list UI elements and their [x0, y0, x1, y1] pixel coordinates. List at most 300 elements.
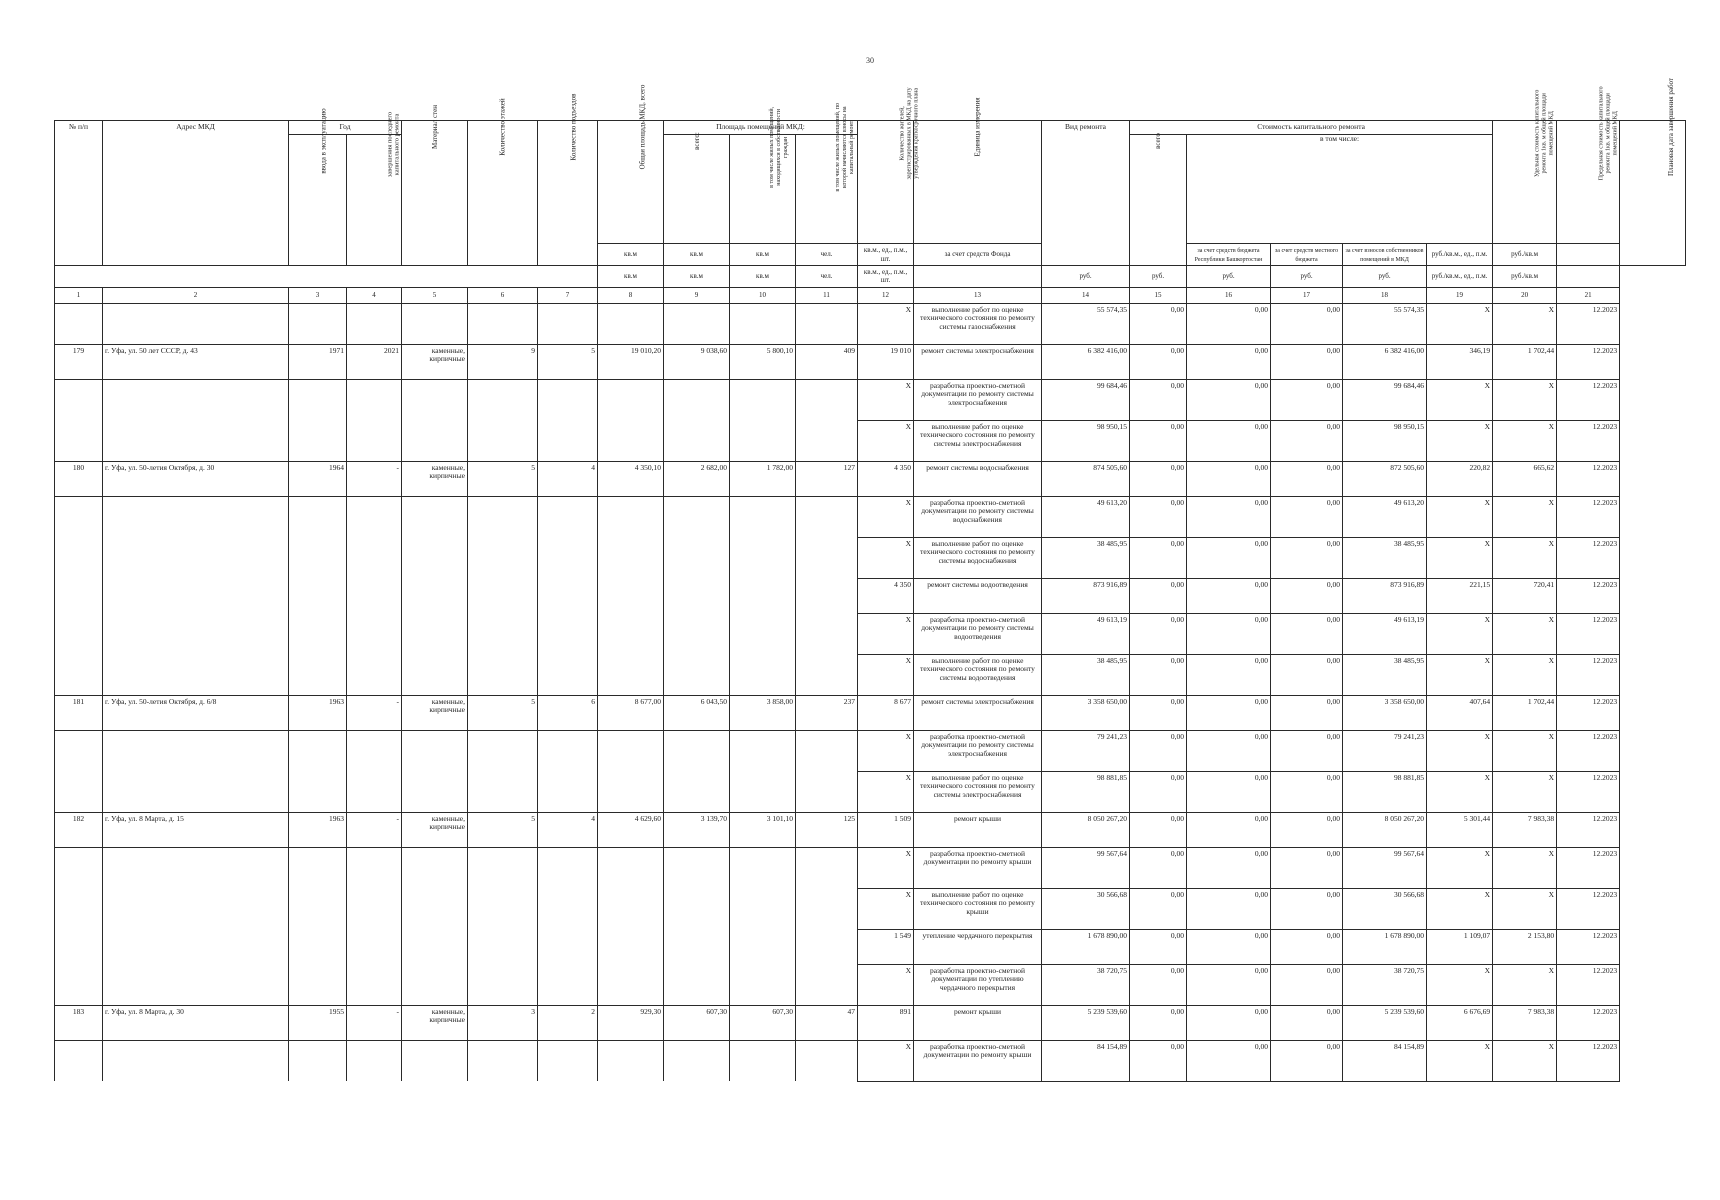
table-row — [55, 812, 1686, 847]
header-plan-date: Плановая дата завершения работ — [1620, 121, 1686, 266]
row-residents — [796, 654, 858, 695]
column-number: 3 — [289, 287, 347, 303]
row-cost-local: 0,00 — [1271, 613, 1343, 654]
unit-local-2: руб. — [1271, 266, 1343, 287]
row-plan-date: 12.2023 — [1557, 496, 1620, 537]
row-premises-owned: 3 101,10 — [730, 812, 796, 847]
row-entrances — [538, 578, 598, 613]
column-number: 12 — [858, 287, 914, 303]
row-address — [103, 420, 289, 461]
row-num — [55, 496, 103, 537]
table-row — [55, 888, 1686, 929]
header-residents: Количество жителей, зарегистрированных в МКД на дату утверждения краткосрочного плана — [858, 121, 914, 244]
row-entrances: 4 — [538, 812, 598, 847]
row-cost-total: 79 241,23 — [1042, 730, 1130, 771]
row-plan-date: 12.2023 — [1557, 537, 1620, 578]
row-plan-date: 12.2023 — [1557, 888, 1620, 929]
column-number: 7 — [538, 287, 598, 303]
unit-blank-13 — [914, 266, 1042, 287]
row-year-commission — [289, 730, 347, 771]
unit-rb-2: руб. — [1187, 266, 1271, 287]
column-number: 4 — [347, 287, 402, 303]
row-year-last-repair — [347, 303, 402, 344]
row-unit: 4 350 — [858, 578, 914, 613]
row-year-last-repair — [347, 496, 402, 537]
row-cost-total: 874 505,60 — [1042, 461, 1130, 496]
row-floors — [468, 730, 538, 771]
row-premises-total — [664, 496, 730, 537]
row-year-commission — [289, 496, 347, 537]
row-repair-type: выполнение работ по оценке технического состояния по ремонту системы водоотведения — [914, 654, 1042, 695]
row-total-area: 19 010,20 — [598, 344, 664, 379]
unit-ucost-2: руб./кв.м., ед., п.м. — [1427, 266, 1493, 287]
row-premises-owned — [730, 496, 796, 537]
row-residents: 125 — [796, 812, 858, 847]
row-unit-cost: 221,15 — [1427, 578, 1493, 613]
unit-residents-2: чел. — [796, 266, 858, 287]
row-repair-type: разработка проектно-сметной документации по утеплению чердачного перекрытия — [914, 964, 1042, 1005]
unit-cost-rb: за счет средств бюджета Республики Башкортостан — [1187, 243, 1271, 266]
row-premises-owned: 1 782,00 — [730, 461, 796, 496]
row-unit-cost: X — [1427, 888, 1493, 929]
row-max-cost: X — [1493, 730, 1557, 771]
row-premises-total: 9 038,60 — [664, 344, 730, 379]
row-cost-rb: 0,00 — [1187, 695, 1271, 730]
row-num — [55, 654, 103, 695]
row-year-last-repair — [347, 964, 402, 1005]
row-cost-local: 0,00 — [1271, 303, 1343, 344]
row-residents — [796, 420, 858, 461]
row-unit-cost: 5 301,44 — [1427, 812, 1493, 847]
row-year-commission — [289, 379, 347, 420]
row-cost-owners: 99 567,64 — [1343, 847, 1427, 888]
row-repair-type: ремонт крыши — [914, 1005, 1042, 1040]
row-max-cost: X — [1493, 613, 1557, 654]
row-year-last-repair — [347, 847, 402, 888]
row-repair-type: разработка проектно-сметной документации по ремонту системы водоотведения — [914, 613, 1042, 654]
row-num — [55, 771, 103, 812]
header-premises-total: всего: — [664, 134, 730, 243]
row-address — [103, 379, 289, 420]
row-repair-type: ремонт системы электроснабжения — [914, 344, 1042, 379]
row-premises-total — [664, 537, 730, 578]
row-premises-owned — [730, 303, 796, 344]
row-cost-local: 0,00 — [1271, 379, 1343, 420]
row-num — [55, 888, 103, 929]
row-cost-total: 8 050 267,20 — [1042, 812, 1130, 847]
row-floors — [468, 613, 538, 654]
row-cost-local: 0,00 — [1271, 847, 1343, 888]
row-cost-owners: 5 239 539,60 — [1343, 1005, 1427, 1040]
row-cost-local: 0,00 — [1271, 771, 1343, 812]
row-cost-fund: 0,00 — [1130, 888, 1187, 929]
row-residents — [796, 771, 858, 812]
row-floors: 3 — [468, 1005, 538, 1040]
row-total-area — [598, 730, 664, 771]
row-year-commission — [289, 1040, 347, 1081]
row-residents — [796, 964, 858, 1005]
row-cost-total: 49 613,19 — [1042, 613, 1130, 654]
row-repair-type: выполнение работ по оценке технического состояния по ремонту системы водоснабжения — [914, 537, 1042, 578]
row-plan-date: 12.2023 — [1557, 344, 1620, 379]
row-plan-date: 12.2023 — [1557, 812, 1620, 847]
column-number: 6 — [468, 287, 538, 303]
column-number: 5 — [402, 287, 468, 303]
row-num — [55, 847, 103, 888]
row-cost-fund: 0,00 — [1130, 654, 1187, 695]
table-row — [55, 461, 1686, 496]
header-unit-cost: Удельная стоимость капитального ремонта 1кв. м общей площади помещений МКД — [1493, 121, 1557, 244]
row-address: г. Уфа, ул. 50-летия Октября, д. 6/8 — [103, 695, 289, 730]
row-entrances: 5 — [538, 344, 598, 379]
row-floors: 9 — [468, 344, 538, 379]
unit-area-2: кв.м — [598, 266, 664, 287]
row-floors — [468, 847, 538, 888]
row-unit: X — [858, 964, 914, 1005]
row-floors: 5 — [468, 461, 538, 496]
row-num — [55, 964, 103, 1005]
row-total-area — [598, 847, 664, 888]
row-unit-cost: X — [1427, 1040, 1493, 1081]
row-premises-owned — [730, 847, 796, 888]
row-address — [103, 771, 289, 812]
row-unit-cost: 1 109,07 — [1427, 929, 1493, 964]
row-year-commission: 1964 — [289, 461, 347, 496]
row-cost-rb: 0,00 — [1187, 964, 1271, 1005]
row-premises-owned — [730, 730, 796, 771]
row-premises-owned — [730, 379, 796, 420]
row-repair-type: выполнение работ по оценке технического состояния по ремонту системы электроснабжения — [914, 420, 1042, 461]
row-premises-owned — [730, 420, 796, 461]
unit-cost-owners: за счет взносов собственников помещений в МКД — [1343, 243, 1427, 266]
row-address — [103, 929, 289, 964]
row-cost-fund: 0,00 — [1130, 1040, 1187, 1081]
table-row — [55, 695, 1686, 730]
row-cost-fund: 0,00 — [1130, 613, 1187, 654]
row-cost-fund: 0,00 — [1130, 771, 1187, 812]
row-num: 181 — [55, 695, 103, 730]
row-cost-fund: 0,00 — [1130, 379, 1187, 420]
row-cost-total: 38 485,95 — [1042, 537, 1130, 578]
row-plan-date: 12.2023 — [1557, 578, 1620, 613]
table-row — [55, 379, 1686, 420]
row-total-area — [598, 578, 664, 613]
header-premises-group: Площадь помещений МКД: — [664, 121, 858, 135]
row-cost-fund: 0,00 — [1130, 303, 1187, 344]
row-unit-cost: X — [1427, 537, 1493, 578]
row-year-last-repair — [347, 654, 402, 695]
unit-powned-2: кв.м — [730, 266, 796, 287]
row-cost-fund: 0,00 — [1130, 578, 1187, 613]
row-floors — [468, 964, 538, 1005]
column-number: 13 — [914, 287, 1042, 303]
row-cost-fund: 0,00 — [1130, 537, 1187, 578]
row-max-cost: X — [1493, 1040, 1557, 1081]
row-cost-owners: 38 485,95 — [1343, 654, 1427, 695]
table-row — [55, 578, 1686, 613]
row-unit: X — [858, 771, 914, 812]
row-year-commission — [289, 888, 347, 929]
row-cost-local: 0,00 — [1271, 964, 1343, 1005]
row-num — [55, 730, 103, 771]
column-number: 17 — [1271, 287, 1343, 303]
unit-mcost-2: руб./кв.м — [1493, 266, 1557, 287]
row-year-commission — [289, 578, 347, 613]
row-entrances — [538, 420, 598, 461]
row-address — [103, 654, 289, 695]
row-max-cost: X — [1493, 771, 1557, 812]
row-premises-owned: 3 858,00 — [730, 695, 796, 730]
row-year-commission — [289, 537, 347, 578]
table-body — [55, 303, 1686, 1081]
unit-date-2 — [1557, 266, 1620, 287]
row-cost-rb: 0,00 — [1187, 1040, 1271, 1081]
row-cost-fund: 0,00 — [1130, 420, 1187, 461]
row-max-cost: 7 983,38 — [1493, 1005, 1557, 1040]
row-year-last-repair — [347, 929, 402, 964]
row-max-cost: 1 702,44 — [1493, 344, 1557, 379]
row-wall-material — [402, 1040, 468, 1081]
row-year-last-repair: 2021 — [347, 344, 402, 379]
row-cost-rb: 0,00 — [1187, 888, 1271, 929]
row-address — [103, 730, 289, 771]
row-total-area — [598, 496, 664, 537]
row-premises-owned — [730, 771, 796, 812]
row-residents: 47 — [796, 1005, 858, 1040]
row-total-area: 8 677,00 — [598, 695, 664, 730]
row-premises-total — [664, 578, 730, 613]
row-cost-owners: 98 881,85 — [1343, 771, 1427, 812]
row-unit: 4 350 — [858, 461, 914, 496]
row-floors — [468, 379, 538, 420]
unit-measure-2: кв.м., ед., п.м., шт. — [858, 266, 914, 287]
row-num — [55, 613, 103, 654]
row-plan-date: 12.2023 — [1557, 1040, 1620, 1081]
row-entrances — [538, 730, 598, 771]
row-cost-owners: 38 485,95 — [1343, 537, 1427, 578]
row-cost-local: 0,00 — [1271, 730, 1343, 771]
row-cost-total: 5 239 539,60 — [1042, 1005, 1130, 1040]
row-premises-owned — [730, 929, 796, 964]
row-premises-owned — [730, 613, 796, 654]
row-entrances — [538, 888, 598, 929]
row-unit: X — [858, 888, 914, 929]
row-premises-owned: 5 800,10 — [730, 344, 796, 379]
column-number: 2 — [103, 287, 289, 303]
row-cost-rb: 0,00 — [1187, 613, 1271, 654]
row-unit: 1 549 — [858, 929, 914, 964]
row-address — [103, 613, 289, 654]
row-premises-owned — [730, 537, 796, 578]
row-residents — [796, 929, 858, 964]
row-repair-type: разработка проектно-сметной документации по ремонту системы электроснабжения — [914, 730, 1042, 771]
row-wall-material — [402, 847, 468, 888]
header-cost-incl: в том числе: — [1187, 134, 1493, 243]
row-cost-local: 0,00 — [1271, 1040, 1343, 1081]
row-year-last-repair: - — [347, 1005, 402, 1040]
row-plan-date: 12.2023 — [1557, 695, 1620, 730]
row-premises-total: 2 682,00 — [664, 461, 730, 496]
row-cost-owners: 98 950,15 — [1343, 420, 1427, 461]
row-max-cost: X — [1493, 888, 1557, 929]
row-year-last-repair: - — [347, 695, 402, 730]
page-number: 30 — [866, 56, 874, 65]
column-numbers-row — [55, 287, 1686, 303]
row-premises-total: 6 043,50 — [664, 695, 730, 730]
header-cost-group: Стоимость капитального ремонта — [1130, 121, 1493, 135]
row-plan-date: 12.2023 — [1557, 379, 1620, 420]
header-cost-total: всего — [1130, 134, 1187, 266]
row-wall-material: каменные, кирпичные — [402, 812, 468, 847]
header-year-last-repair: завершения последнего капитального ремонта — [347, 134, 402, 266]
row-year-last-repair — [347, 379, 402, 420]
column-number: 20 — [1493, 287, 1557, 303]
row-wall-material — [402, 537, 468, 578]
unit-area: кв.м — [598, 243, 664, 266]
row-entrances — [538, 654, 598, 695]
row-cost-total: 99 567,64 — [1042, 847, 1130, 888]
header-total-area: Общая площадь МКД, всего — [598, 121, 664, 244]
row-cost-rb: 0,00 — [1187, 303, 1271, 344]
row-cost-total: 38 485,95 — [1042, 654, 1130, 695]
row-cost-total: 3 358 650,00 — [1042, 695, 1130, 730]
row-unit-cost: X — [1427, 730, 1493, 771]
row-address — [103, 964, 289, 1005]
row-cost-local: 0,00 — [1271, 344, 1343, 379]
row-cost-local: 0,00 — [1271, 1005, 1343, 1040]
unit-ptotal-2: кв.м — [664, 266, 730, 287]
row-unit: X — [858, 537, 914, 578]
row-premises-total — [664, 303, 730, 344]
row-premises-total — [664, 847, 730, 888]
row-floors — [468, 654, 538, 695]
row-cost-rb: 0,00 — [1187, 537, 1271, 578]
row-repair-type: разработка проектно-сметной документации по ремонту системы электроснабжения — [914, 379, 1042, 420]
row-wall-material: каменные, кирпичные — [402, 695, 468, 730]
row-floors — [468, 771, 538, 812]
row-address — [103, 847, 289, 888]
row-wall-material: каменные, кирпичные — [402, 344, 468, 379]
row-unit: 8 677 — [858, 695, 914, 730]
row-unit: X — [858, 654, 914, 695]
row-premises-total — [664, 771, 730, 812]
row-max-cost: 2 153,80 — [1493, 929, 1557, 964]
row-year-last-repair — [347, 730, 402, 771]
row-plan-date: 12.2023 — [1557, 461, 1620, 496]
row-cost-owners: 79 241,23 — [1343, 730, 1427, 771]
row-residents — [796, 303, 858, 344]
row-entrances: 6 — [538, 695, 598, 730]
row-premises-owned: 607,30 — [730, 1005, 796, 1040]
row-total-area — [598, 929, 664, 964]
row-plan-date: 12.2023 — [1557, 771, 1620, 812]
row-cost-rb: 0,00 — [1187, 420, 1271, 461]
row-cost-fund: 0,00 — [1130, 847, 1187, 888]
row-num — [55, 537, 103, 578]
row-unit-cost: X — [1427, 496, 1493, 537]
row-year-last-repair — [347, 537, 402, 578]
row-wall-material — [402, 303, 468, 344]
table-row — [55, 496, 1686, 537]
row-cost-rb: 0,00 — [1187, 812, 1271, 847]
row-cost-rb: 0,00 — [1187, 578, 1271, 613]
row-floors — [468, 496, 538, 537]
row-cost-fund: 0,00 — [1130, 496, 1187, 537]
row-wall-material — [402, 654, 468, 695]
row-cost-total: 49 613,20 — [1042, 496, 1130, 537]
row-wall-material — [402, 771, 468, 812]
row-repair-type: выполнение работ по оценке технического состояния по ремонту системы электроснабжения — [914, 771, 1042, 812]
row-wall-material — [402, 379, 468, 420]
header-floors: Количество этажей — [468, 121, 538, 266]
column-number: 8 — [598, 287, 664, 303]
unit-mcost: руб./кв.м — [1493, 243, 1557, 266]
header-wall-material: Материал стен — [402, 121, 468, 266]
row-cost-fund: 0,00 — [1130, 344, 1187, 379]
row-residents — [796, 888, 858, 929]
row-address — [103, 303, 289, 344]
row-year-commission — [289, 303, 347, 344]
row-floors — [468, 888, 538, 929]
row-unit: X — [858, 847, 914, 888]
row-cost-fund: 0,00 — [1130, 461, 1187, 496]
row-cost-owners: 55 574,35 — [1343, 303, 1427, 344]
row-cost-owners: 30 566,68 — [1343, 888, 1427, 929]
row-total-area — [598, 537, 664, 578]
row-plan-date: 12.2023 — [1557, 1005, 1620, 1040]
row-total-area — [598, 964, 664, 1005]
row-unit: X — [858, 613, 914, 654]
row-cost-owners: 99 684,46 — [1343, 379, 1427, 420]
table-row — [55, 303, 1686, 344]
row-address — [103, 888, 289, 929]
row-cost-rb: 0,00 — [1187, 461, 1271, 496]
row-cost-local: 0,00 — [1271, 654, 1343, 695]
row-wall-material — [402, 420, 468, 461]
row-cost-owners: 49 613,20 — [1343, 496, 1427, 537]
table-row — [55, 847, 1686, 888]
row-year-last-repair — [347, 420, 402, 461]
row-address: г. Уфа, ул. 8 Марта, д. 15 — [103, 812, 289, 847]
row-address: г. Уфа, ул. 8 Марта, д. 30 — [103, 1005, 289, 1040]
row-max-cost: X — [1493, 496, 1557, 537]
row-unit: 891 — [858, 1005, 914, 1040]
row-year-commission: 1955 — [289, 1005, 347, 1040]
table-row — [55, 771, 1686, 812]
row-unit-cost: X — [1427, 613, 1493, 654]
header-unit-measure: Единица измерения — [914, 121, 1042, 244]
row-premises-total — [664, 613, 730, 654]
row-year-commission — [289, 420, 347, 461]
row-cost-owners: 49 613,19 — [1343, 613, 1427, 654]
row-max-cost: X — [1493, 654, 1557, 695]
row-repair-type: разработка проектно-сметной документации по ремонту крыши — [914, 1040, 1042, 1081]
row-cost-fund: 0,00 — [1130, 929, 1187, 964]
row-max-cost: 7 983,38 — [1493, 812, 1557, 847]
row-floors — [468, 303, 538, 344]
row-total-area: 4 629,60 — [598, 812, 664, 847]
row-cost-rb: 0,00 — [1187, 847, 1271, 888]
row-total-area — [598, 613, 664, 654]
row-premises-owned — [730, 888, 796, 929]
row-cost-rb: 0,00 — [1187, 929, 1271, 964]
row-unit: X — [858, 730, 914, 771]
row-unit-cost: X — [1427, 654, 1493, 695]
row-floors: 5 — [468, 812, 538, 847]
row-year-last-repair — [347, 578, 402, 613]
row-total-area: 929,30 — [598, 1005, 664, 1040]
row-wall-material — [402, 730, 468, 771]
